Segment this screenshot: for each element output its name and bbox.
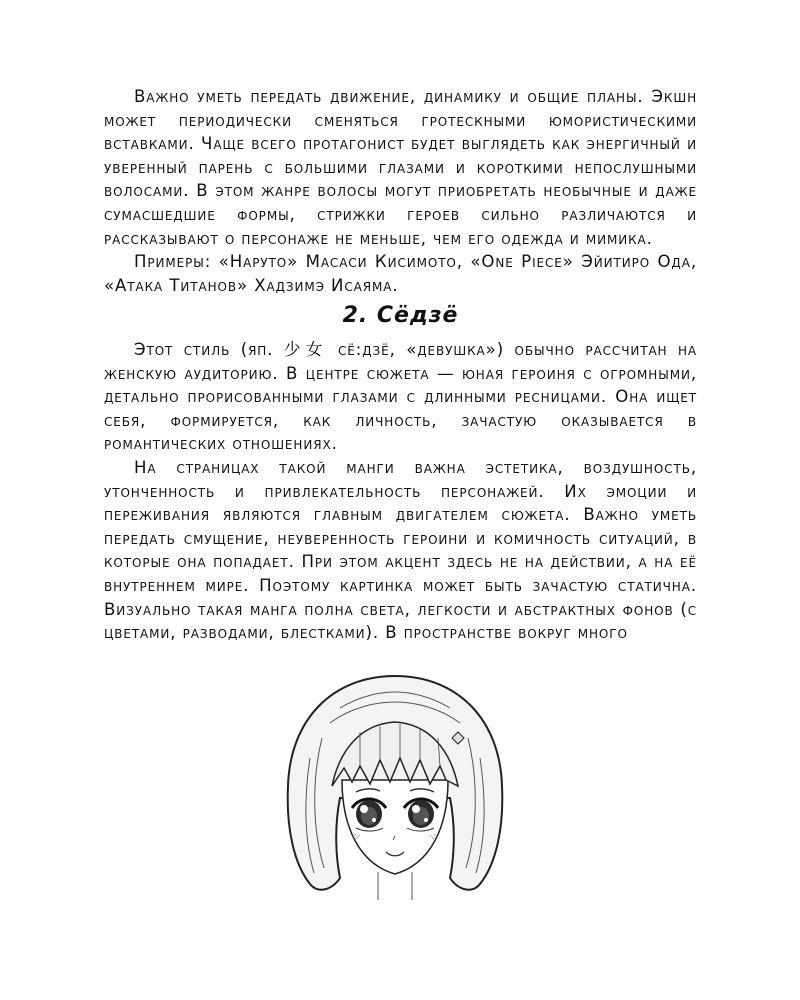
section2-text xyxy=(104,338,697,645)
manga-girl-portrait-icon xyxy=(270,668,520,918)
paragraph: На страницах такой манги важна эстетика, воздушность, утонченность и привлекательность персонажей. Их эмоции и переживания являются главным двигателем сюжета. Важно уметь передать смущение, неуверенность героини и комичность ситуаций, в которые она попадает. При этом акцент здесь не на действии, а на её внутреннем мире. Поэтому картинка может быть зачастую статична. Визуально такая манга полна света, легкости и абстрактных фонов (с цветами, разводами, блестками). В пространстве вокруг много xyxy=(104,457,697,643)
section-heading: 2. Сёдзё xyxy=(342,303,459,328)
section1-text xyxy=(104,85,697,297)
paragraph: Этот стиль (яп. 少女 сё:дзё, «девушка») обычно рассчитан на женскую аудиторию. В центре сюжета — юная героиня с огромными, детально прорисованными глазами с длинными ресницами. Она ищет себя, формируется, как личность, зачастую оказывается в романтических отношениях. xyxy=(104,340,697,454)
paragraph: Примеры: «Наруто» Масаси Кисимото, «One Piece» Эйитиро Ода, «Атака Титанов» Хадзимэ Исаяма. xyxy=(104,252,697,295)
paragraph: Важно уметь передать движение, динамику и общие планы. Экшн может периодически сменяться гротескными юмористическими вставками. Чаще всего протагонист будет выглядеть как энергичный и уверенный парень с большими глазами и короткими непослушными волосами. В этом жанре волосы могут приобретать необычные и даже сумасшедшие формы, стрижки героев сильно различаются и рассказывают о персонаже не меньше, чем его одежда и мимика. xyxy=(104,87,697,248)
